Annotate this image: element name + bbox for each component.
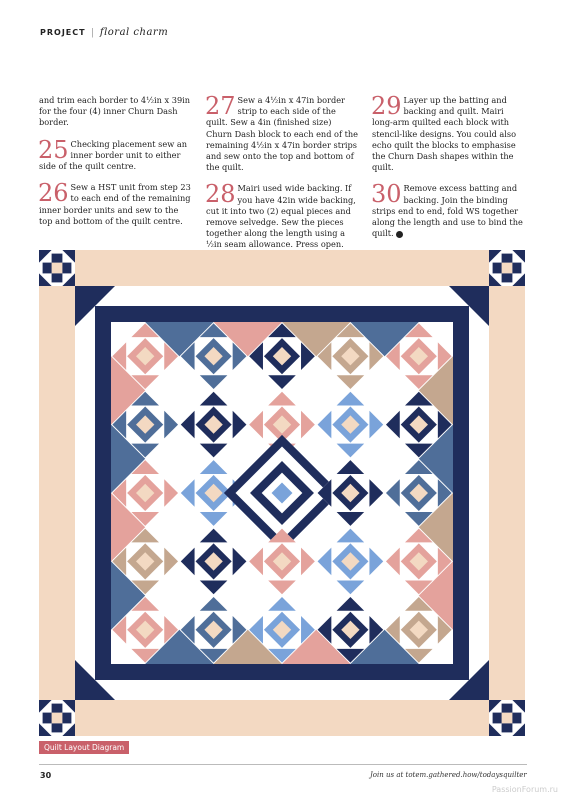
- step-number: 25: [38, 135, 69, 164]
- quilt-layout-diagram: [39, 250, 525, 736]
- step-text: Sew a 4½in x 47in border strip to each side of the quilt. Sew a 4in (finished size) Churn Dash block to each end of the remaining 4½in x 47in border strips and sew onto the top and bottom of the quilt.: [206, 95, 359, 173]
- corner-block-bar: [502, 704, 513, 713]
- step-26: [38, 179, 191, 227]
- corner-block-bar: [43, 713, 52, 724]
- corner-block-bar: [493, 263, 502, 274]
- corner-block-bar: [512, 713, 521, 724]
- corner-block-bar: [43, 263, 52, 274]
- step-25: [38, 135, 191, 173]
- corner-block-bar: [502, 273, 513, 282]
- step-text: Layer up the batting and backing and quilt. Mairi long-arm quilted each block with stencil-like designs. You could also echo quilt the blocks to emphasise the Churn Dash shapes within the quilt.: [372, 95, 517, 173]
- step-number: 27: [205, 92, 236, 120]
- step-number: 29: [371, 92, 402, 120]
- text-column-2: [205, 92, 359, 261]
- corner-block-bar: [502, 723, 513, 732]
- corner-block-bar: [62, 713, 71, 724]
- corner-block-bar: [52, 704, 63, 713]
- step-29: [371, 92, 524, 173]
- corner-block-bar: [62, 263, 71, 274]
- step-27: [205, 92, 359, 173]
- step-30: [371, 180, 524, 239]
- step-number: 26: [38, 179, 69, 208]
- project-title: floral charm: [99, 27, 169, 38]
- corner-block-center: [502, 713, 513, 724]
- page-header: [40, 27, 168, 38]
- step-text: Sew a HST unit from step 23 to each end of the remaining inner border units and sew to the top and bottom of the quilt centre.: [39, 182, 191, 226]
- text-column-3: [371, 92, 524, 249]
- step-text: Mairi used wide backing. If you have 42in wide backing, cut it into two (2) equal pieces and remove selvedge. Sew the pieces together along the length using a ½in seam allowance. Press open.: [206, 183, 356, 250]
- corner-block-bar: [52, 254, 63, 263]
- corner-block-center: [502, 263, 513, 274]
- header-separator: |: [90, 28, 95, 38]
- end-mark-icon: [396, 231, 403, 238]
- corner-block-bar: [52, 723, 63, 732]
- corner-block-bar: [52, 273, 63, 282]
- figure-caption: Quilt Layout Diagram: [39, 741, 129, 754]
- corner-block-bar: [512, 263, 521, 274]
- step-28: [205, 180, 358, 250]
- step-text: Checking placement sew an inner border unit to either side of the quilt centre.: [39, 138, 187, 172]
- section-label: PROJECT: [40, 28, 86, 37]
- corner-block-center: [52, 713, 63, 724]
- intro-paragraph: and trim each border to 4½in x 39in for the four (4) inner Churn Dash border.: [39, 95, 191, 128]
- corner-block-bar: [502, 254, 513, 263]
- step-text: Remove excess batting and backing. Join the binding strips end to end, fold WS together along the length and use to bind the quilt.: [372, 183, 523, 239]
- watermark: PassionForum.ru: [491, 785, 558, 794]
- text-column-1: [39, 95, 191, 237]
- footer-divider: [39, 764, 527, 765]
- corner-block-center: [52, 263, 63, 274]
- footer-url: Join us at totem.gathered.how/todaysquilter: [370, 771, 527, 779]
- corner-block-bar: [493, 713, 502, 724]
- step-number: 30: [371, 180, 402, 209]
- step-number: 28: [205, 180, 236, 209]
- page-number: 30: [40, 771, 52, 780]
